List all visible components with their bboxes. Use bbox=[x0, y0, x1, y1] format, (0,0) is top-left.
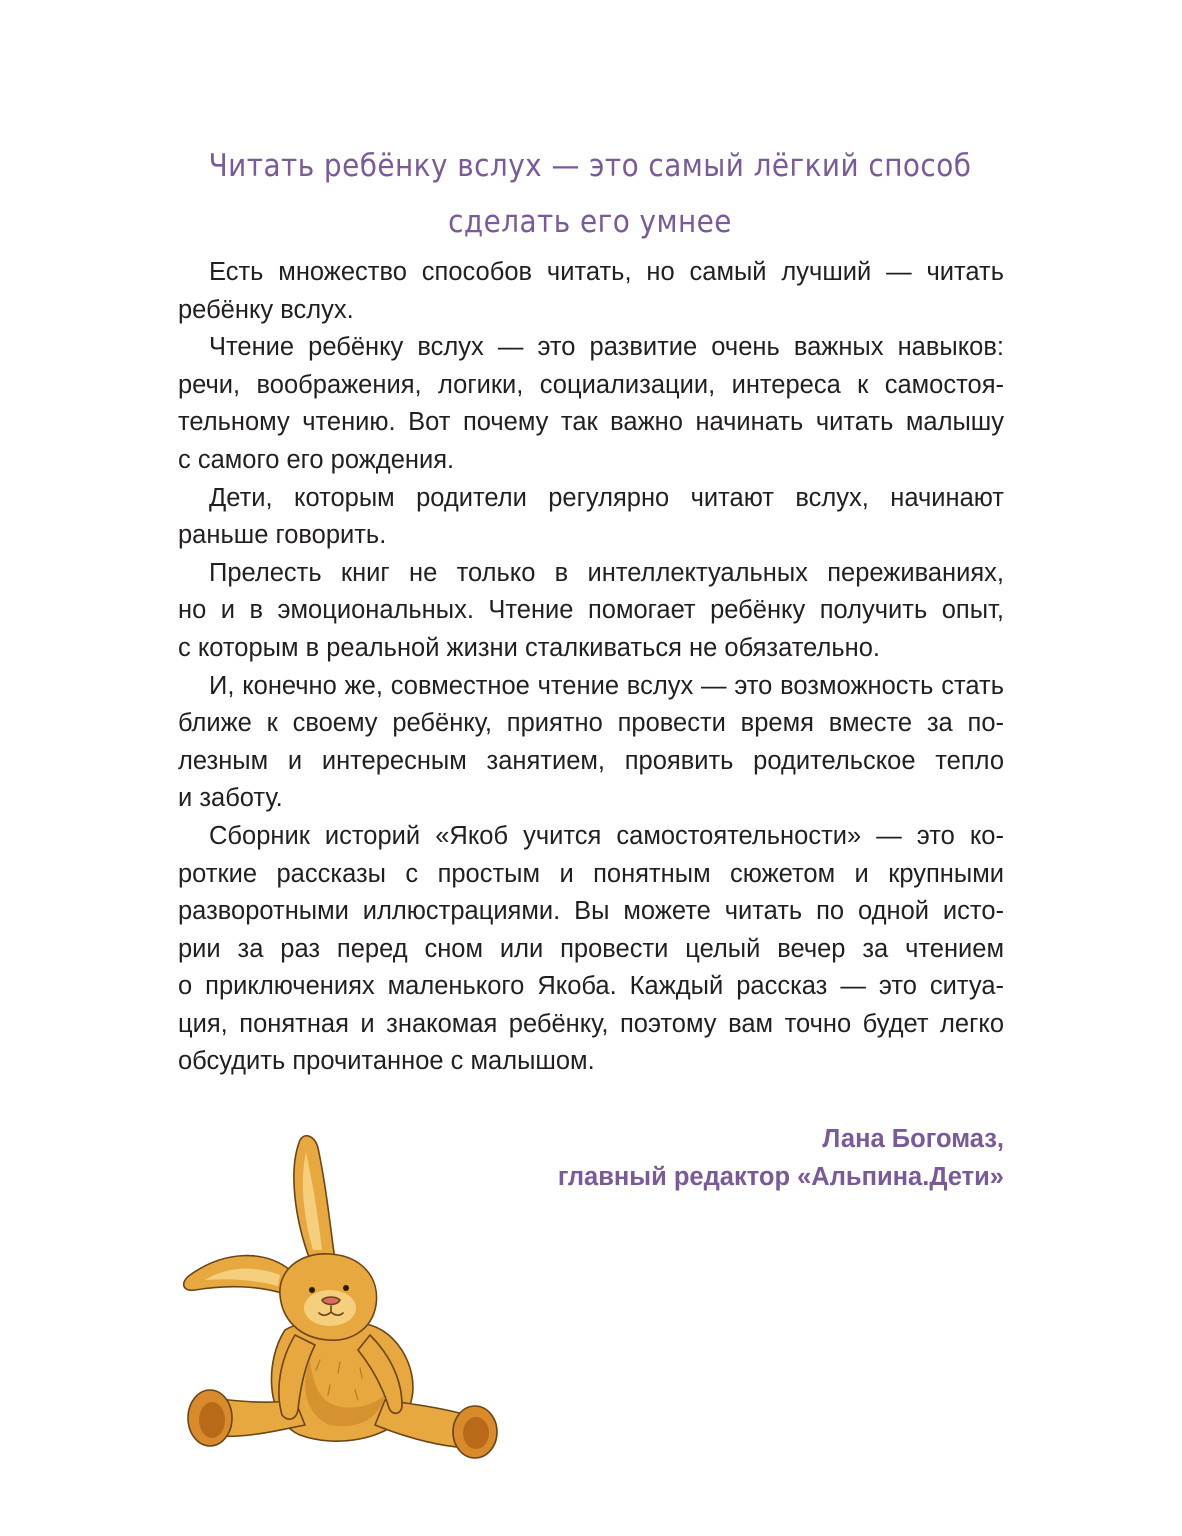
paragraph bbox=[178, 555, 1004, 668]
bunny-drawing bbox=[184, 1136, 497, 1458]
paragraph bbox=[178, 254, 1004, 329]
text-line: с которым в реальной жизни сталкиваться не обязательно. bbox=[178, 633, 880, 662]
text-line: раньше говорить. bbox=[178, 521, 387, 550]
signature-role: главный редактор «Альпина.Дети» bbox=[557, 1163, 1004, 1191]
text-line: с самого его рождения. bbox=[178, 445, 455, 474]
text-line: ция, понятная и знакомая ребёнку, поэтому вам точно будет легко bbox=[178, 1009, 1004, 1038]
text-line: Чтение ребёнку вслух — это развитие очень важных навыков: bbox=[209, 333, 1004, 362]
paragraph bbox=[178, 329, 1004, 479]
text-line: рии за раз перед сном или провести целый вечер за чтением bbox=[178, 934, 1004, 963]
paragraph bbox=[178, 818, 1004, 1081]
text-line: и заботу. bbox=[178, 784, 283, 813]
body-text bbox=[178, 254, 1004, 1081]
bunny-eye bbox=[343, 1285, 349, 1291]
paragraph bbox=[178, 668, 1004, 818]
signature bbox=[558, 1120, 1004, 1196]
text-line: лезным и интересным занятием, проявить родительское тепло bbox=[178, 746, 1004, 775]
text-line: ближе к своему ребёнку, приятно провести время вместе за по- bbox=[178, 709, 1004, 738]
heading-line-1: Читать ребёнку вслух — это самый лёгкий способ bbox=[208, 148, 972, 184]
text-line: но и в эмоциональных. Чтение помогает ребёнку получить опыт, bbox=[178, 596, 1004, 625]
text-line: тельному чтению. Вот почему так важно начинать читать малышу bbox=[178, 408, 1004, 437]
signature-name: Лана Богомаз, bbox=[822, 1125, 1004, 1153]
text-line: обсудить прочитанное с малышом. bbox=[178, 1047, 595, 1076]
text-line: роткие рассказы с простым и понятным сюжетом и крупными bbox=[178, 859, 1004, 888]
bunny-nose bbox=[322, 1297, 340, 1305]
text-line: Дети, которым родители регулярно читают вслух, начинают bbox=[209, 483, 1004, 512]
paragraph bbox=[178, 480, 1004, 555]
text-line: речи, воображения, логики, социализации, интереса к самостоя- bbox=[178, 370, 1004, 399]
page-heading bbox=[194, 138, 986, 250]
heading-line-2: сделать его умнее bbox=[448, 204, 732, 240]
text-line: И, конечно же, совместное чтение вслух — это возможность стать bbox=[209, 671, 1004, 700]
text-line: Есть множество способов читать, но самый лучший — читать bbox=[209, 258, 1004, 286]
text-line: Сборник историй «Якоб учится самостоятельности» — это ко- bbox=[209, 821, 1004, 850]
text-line: разворотными иллюстрациями. Вы можете читать по одной исто- bbox=[178, 897, 1004, 926]
text-line: о приключениях маленького Якоба. Каждый рассказ — это ситуа- bbox=[178, 972, 1004, 1001]
text-line: ребёнку вслух. bbox=[178, 295, 354, 324]
bunny-eye bbox=[309, 1287, 315, 1293]
bunny-illustration bbox=[170, 1130, 510, 1470]
text-line: Прелесть книг не только в интеллектуальных переживаниях, bbox=[209, 558, 1004, 587]
